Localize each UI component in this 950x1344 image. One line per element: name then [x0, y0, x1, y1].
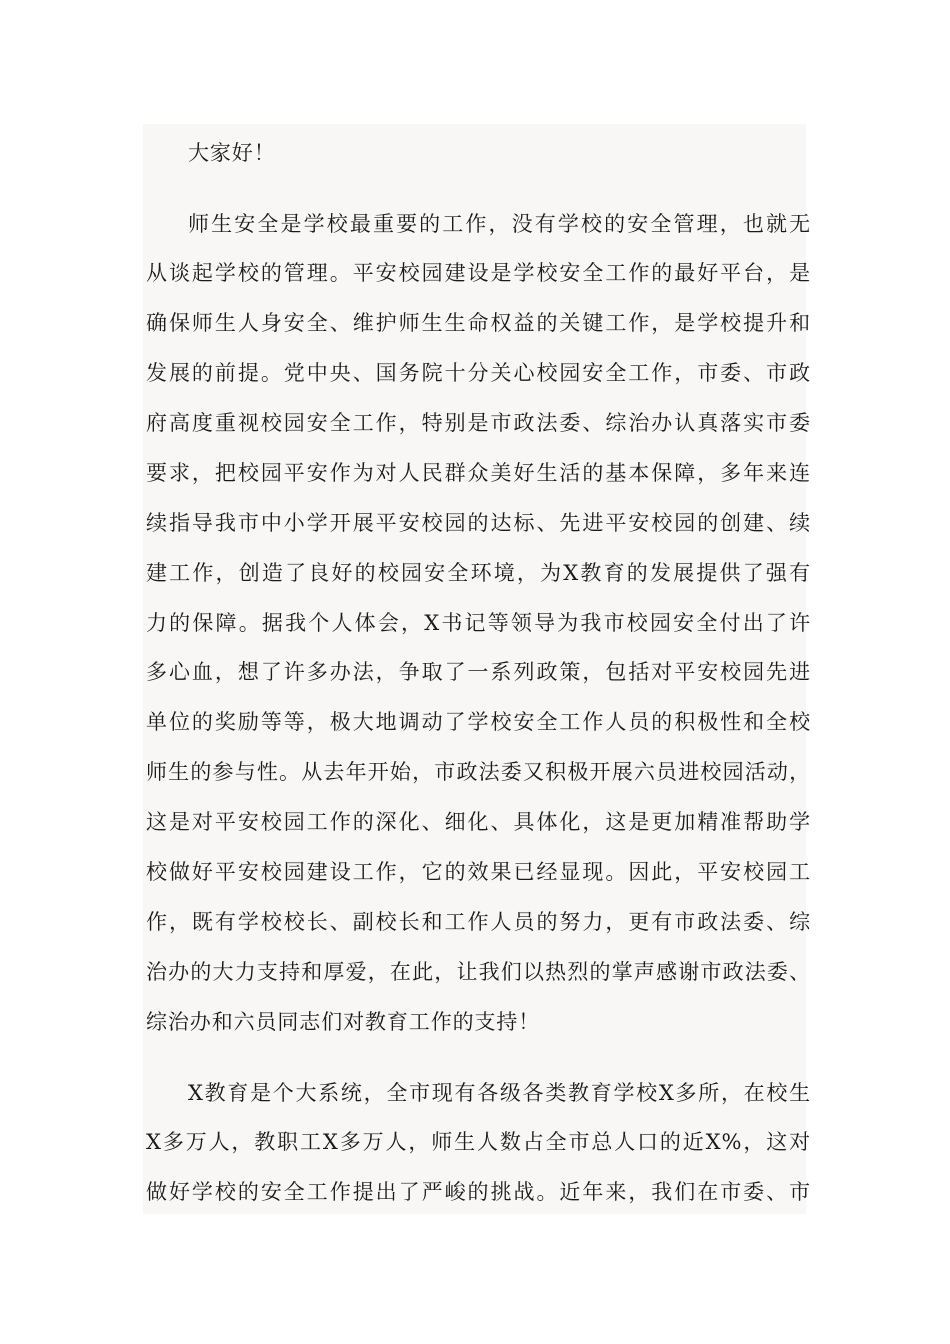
paragraph-line: 多心血，想了许多办法，争取了一系列政策，包括对平安校园先进 [146, 660, 811, 684]
paragraph-line: 从谈起学校的管理。平安校园建设是学校安全工作的最好平台，是 [146, 261, 811, 285]
paragraph-line: 作，既有学校校长、副校长和工作人员的努力，更有市政法委、综 [146, 910, 811, 934]
paragraph-line: 单位的奖励等等，极大地调动了学校安全工作人员的积极性和全校 [146, 710, 811, 734]
paragraph-line: 这是对平安校园工作的深化、细化、具体化，这是更加精准帮助学 [146, 810, 811, 834]
paragraph-line: 校做好平安校园建设工作，它的效果已经显现。因此，平安校园工 [146, 860, 811, 884]
greeting-line: 大家好！ [188, 141, 276, 165]
paragraph-line: 师生的参与性。从去年开始，市政法委又积极开展六员进校园活动， [146, 760, 811, 784]
paragraph-line: 做好学校的安全工作提出了严峻的挑战。近年来，我们在市委、市 [146, 1180, 811, 1204]
paragraph-line: 建工作，创造了良好的校园安全环境，为X教育的发展提供了强有 [146, 561, 811, 585]
paragraph-line: 发展的前提。党中央、国务院十分关心校园安全工作，市委、市政 [146, 361, 811, 385]
paragraph-line: 续指导我市中小学开展平安校园的达标、先进平安校园的创建、续 [146, 511, 811, 535]
paragraph-line: 要求，把校园平安作为对人民群众美好生活的基本保障，多年来连 [146, 461, 811, 485]
paragraph-line: 力的保障。据我个人体会，X书记等领导为我市校园安全付出了许 [146, 611, 811, 635]
paragraph-line: 治办的大力支持和厚爱，在此，让我们以热烈的掌声感谢市政法委、 [146, 960, 811, 984]
paragraph-line: 确保师生人身安全、维护师生生命权益的关键工作，是学校提升和 [146, 311, 811, 335]
paragraph-line: X教育是个大系统，全市现有各级各类教育学校X多所，在校生 [188, 1081, 811, 1105]
paragraph-line: 师生安全是学校最重要的工作，没有学校的安全管理，也就无 [188, 212, 811, 236]
paragraph-line: 综治办和六员同志们对教育工作的支持！ [146, 1010, 541, 1034]
paragraph-line: X多万人，教职工X多万人，师生人数占全市总人口的近X%，这对 [146, 1130, 811, 1154]
paragraph-line: 府高度重视校园安全工作，特别是市政法委、综治办认真落实市委 [146, 411, 811, 435]
